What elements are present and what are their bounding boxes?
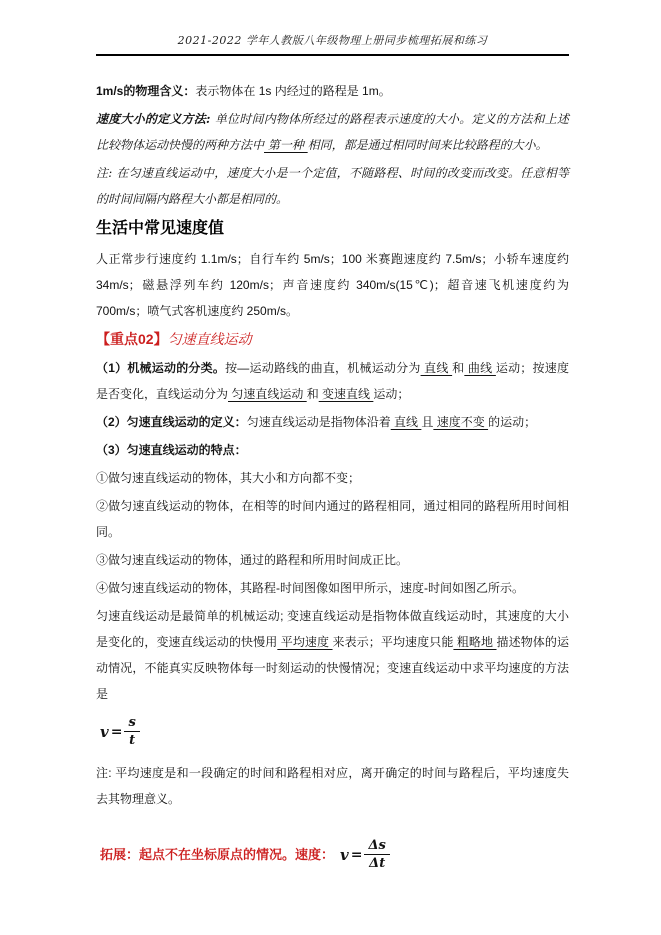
text-run: （1）机械运动的分类。 — [96, 361, 226, 375]
text-run: 注: 平均速度是和一段确定的时间和路程相对应，离开确定的时间与路程后，平均速度失去其物理意义。 — [96, 766, 569, 806]
fraction-denominator: t — [129, 733, 136, 748]
para-feature-2 — [96, 493, 569, 545]
text-run: 按—运动路线的曲直，机械运动分为 — [225, 361, 421, 375]
text-run: 注: 在匀速直线运动中，速度大小是一个定值，不随路程、时间的改变而改变。任意相等的时间间隔内路程大小都是相同的。 — [96, 166, 569, 206]
text-run: （3）匀速直线运动的特点： — [96, 443, 247, 457]
text-run: 运动；按速度是否变化，直线运动分为 — [96, 361, 569, 401]
text-run: 拓展：起点不在坐标原点的情况。速度： — [100, 846, 335, 862]
equals-sign: = — [350, 846, 363, 863]
equals-sign: = — [110, 723, 123, 740]
para-feature-1 — [96, 465, 569, 491]
text-run: 来表示；平均速度只能 — [332, 635, 454, 649]
formula-variable-v: v — [340, 845, 349, 864]
para-note-average-speed — [96, 760, 569, 812]
text-run: 人正常步行速度约 1.1m/s；自行车约 5m/s；100 米赛跑速度约 7.5m/s；小轿车速度约 34m/s；磁悬浮列车约 120m/s；声音速度约 340m/s(15℃)；超音速飞机速度约为 700m/s；喷气式客机速度约 250m/s。 — [96, 252, 573, 318]
page-content — [96, 0, 573, 871]
text-run: 描述物体的运动情况，不能真实反映物体每一时刻运动的快慢情况；变速直线运动中求平均速度的方法是 — [96, 635, 569, 701]
page-header — [96, 0, 569, 56]
blank-answer-text: 粗略地 — [453, 635, 497, 649]
heading-common-speeds — [96, 216, 569, 242]
para-variable-speed-motion — [96, 603, 569, 707]
para-motion-classification — [96, 355, 569, 407]
para-1ms-meaning — [96, 78, 569, 104]
para-feature-4 — [96, 575, 569, 601]
heading-key-point-02 — [96, 326, 569, 353]
blank-answer-text: 第一种 — [264, 138, 308, 152]
fraction-numerator: s — [124, 715, 139, 732]
formula-delta-speed — [100, 838, 569, 871]
para-uniform-motion-features — [96, 437, 569, 463]
text-run: ①做匀速直线运动的物体，其大小和方向都不变； — [96, 471, 361, 485]
blank-answer-text: 变速直线 — [318, 387, 374, 401]
text-run: 和 — [452, 361, 465, 375]
text-run: 匀速直线运动是指物体沿着 — [246, 415, 391, 429]
text-run: 匀速直线运动是最简单的机械运动; 变速直线运动是指物体做直线运动时，其速度的大小是变化的，变速直线运动的快慢用 — [96, 609, 569, 649]
text-run: （2）匀速直线运动的定义： — [96, 415, 247, 429]
blank-answer-text: 直线 — [420, 361, 453, 375]
text-run: ③做匀速直线运动的物体，通过的路程和所用时间成正比。 — [96, 553, 409, 567]
text-run: 运动； — [373, 387, 410, 401]
blank-answer-text: 直线 — [390, 415, 422, 429]
fraction — [124, 715, 139, 748]
blank-answer-text: 曲线 — [464, 361, 496, 375]
blank-answer-text: 平均速度 — [277, 635, 333, 649]
text-run: ④做匀速直线运动的物体，其路程-时间图像如图甲所示，速度-时间如图乙所示。 — [96, 581, 524, 595]
header-title: 2021-2022 学年人教版八年级物理上册同步梳理拓展和练习 — [177, 34, 488, 47]
blank-answer-text: 速度不变 — [433, 415, 489, 429]
para-note-constant-value — [96, 160, 569, 212]
text-run: 【重点02】 — [96, 331, 168, 347]
para-definition-method — [96, 106, 569, 158]
heading-text: 生活中常见速度值 — [96, 220, 225, 237]
text-run: 和 — [306, 387, 319, 401]
text-run: 表示物体在 1s 内经过的路程是 1m。 — [195, 84, 391, 98]
formula-variable-v: v — [100, 722, 109, 741]
fraction — [364, 838, 389, 871]
para-uniform-motion-definition — [96, 409, 569, 435]
text-run: 单位时间内物体所经过的路程表示速度的大小。定义的方法和上述比较物体运动快慢的两种方法中 — [96, 112, 569, 152]
text-run: 1m/s的物理含义： — [96, 84, 196, 98]
blank-answer-text: 匀速直线运动 — [228, 387, 307, 401]
para-feature-3 — [96, 547, 569, 573]
text-run: 匀速直线运动 — [167, 332, 252, 348]
para-common-speeds — [96, 246, 573, 324]
text-run: 且 — [421, 415, 434, 429]
text-run: ②做匀速直线运动的物体，在相等的时间内通过的路程相同，通过相同的路程所用时间相同。 — [96, 499, 569, 539]
text-run: 速度大小的定义方法: — [96, 112, 215, 126]
document-body — [96, 56, 573, 871]
fraction-denominator: Δt — [369, 856, 386, 871]
text-run: 相同，都是通过相同时间来比较路程的大小。 — [307, 138, 548, 152]
formula-average-speed — [100, 715, 569, 748]
fraction-numerator: Δs — [364, 838, 389, 855]
text-run: 的运动； — [488, 415, 537, 429]
